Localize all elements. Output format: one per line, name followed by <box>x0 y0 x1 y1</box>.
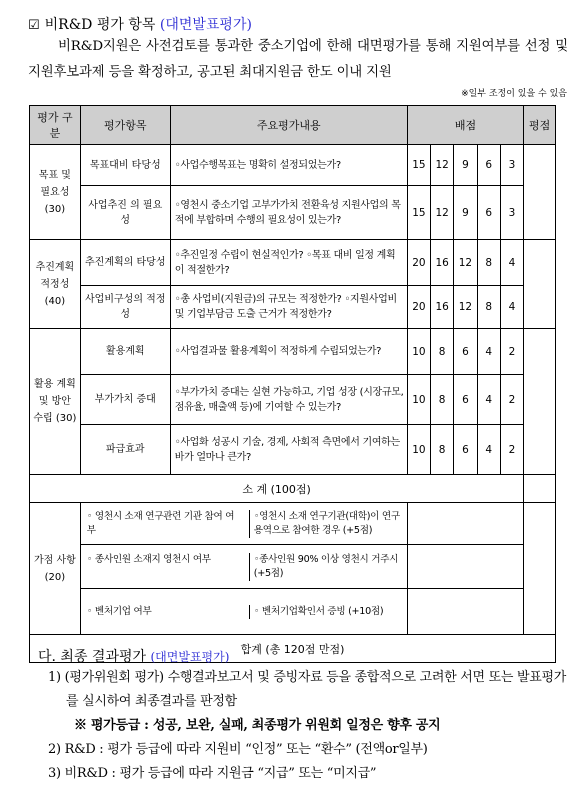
point-cell: 10 <box>407 425 430 475</box>
point-cell: 10 <box>407 375 430 425</box>
table-row <box>30 329 556 375</box>
point-cell: 8 <box>431 425 454 475</box>
point-cell: 10 <box>407 329 430 375</box>
group-category: 목표 및 필요성 (30) <box>30 145 81 240</box>
point-cell: 4 <box>477 329 500 375</box>
bonus-points-cell <box>407 589 523 635</box>
point-cell: 12 <box>431 145 454 186</box>
point-cell: 16 <box>431 286 454 329</box>
bonus-row <box>30 589 556 635</box>
final-evaluation-heading <box>38 646 229 666</box>
bonus-points-cell <box>407 503 523 545</box>
table-row <box>30 375 556 425</box>
evaluation-table <box>29 105 556 663</box>
point-cell: 2 <box>500 329 523 375</box>
row-item: 사업추진 의 필요성 <box>80 186 170 240</box>
point-cell: 3 <box>500 186 523 240</box>
table-header-row <box>30 106 556 145</box>
point-cell: 9 <box>454 145 477 186</box>
final-evaluation-note: (대면발표평가) <box>150 650 230 664</box>
row-item: 파급효과 <box>80 425 170 475</box>
point-cell: 16 <box>431 240 454 286</box>
bonus-condition: ◦영천시 소재 연구기관(대학)이 연구용역으로 참여한 경우 (+5점) <box>249 510 404 538</box>
final-item-3: 3) 비R&D : 평가 등급에 따라 지원금 “지급” 또는 “미지급” <box>48 766 377 781</box>
row-content: ◦사업수행목표는 명확히 설정되었는가? <box>170 145 407 186</box>
bonus-criterion: ◦ 영천시 소재 연구관련 기관 참여 여부 <box>86 510 235 536</box>
bonus-criterion: ◦ 종사인원 소재지 영천시 여부 <box>86 553 211 565</box>
section-title-note: (대면발표평가) <box>159 17 252 33</box>
point-cell: 8 <box>431 329 454 375</box>
header-score: 평점 <box>524 106 556 145</box>
score-cell <box>524 240 556 329</box>
point-cell: 8 <box>477 240 500 286</box>
header-category: 평가 구분 <box>30 106 81 145</box>
final-item-note: ※ 평가등급 : 성공, 보완, 실패, 최종평가 위원회 일정은 향후 공지 <box>74 718 441 733</box>
bonus-row <box>30 503 556 545</box>
adjustment-note: ※일부 조정이 있을 수 있음 <box>461 89 567 99</box>
table-row <box>30 240 556 286</box>
row-item: 추진계획의 타당성 <box>80 240 170 286</box>
row-item: 목표대비 타당성 <box>80 145 170 186</box>
bonus-pair <box>80 503 407 545</box>
final-item-1: 1) (평가위원회 평가) 수행결과보고서 및 증빙자료 등을 종합적으로 고려한 서면 또는 발표평가를 실시하여 최종결과를 판정함 <box>48 670 566 709</box>
group-category: 활용 계획 및 방안 수립 (30) <box>30 329 81 475</box>
section-title: 비R&D 평가 항목 <box>44 17 156 33</box>
bonus-row <box>30 545 556 589</box>
table-row <box>30 186 556 240</box>
header-content: 주요평가내용 <box>170 106 407 145</box>
bonus-pair <box>80 545 407 589</box>
point-cell: 4 <box>477 375 500 425</box>
point-cell: 6 <box>454 375 477 425</box>
checkbox-icon: ☑ <box>28 18 40 33</box>
group-category: 추진계획 적정성 (40) <box>30 240 81 329</box>
row-item: 사업비구성의 적정성 <box>80 286 170 329</box>
subtotal-label: 소 계 (100점) <box>30 475 524 503</box>
row-item: 활용계획 <box>80 329 170 375</box>
point-cell: 4 <box>500 240 523 286</box>
point-cell: 12 <box>454 286 477 329</box>
point-cell: 2 <box>500 375 523 425</box>
point-cell: 6 <box>454 425 477 475</box>
point-cell: 15 <box>407 145 430 186</box>
point-cell: 12 <box>431 186 454 240</box>
bonus-points-cell <box>407 545 523 589</box>
final-item-2: 2) R&D : 평가 등급에 따라 지원비 “인정” 또는 “환수” (전액or일부) <box>48 742 428 757</box>
point-cell: 12 <box>454 240 477 286</box>
point-cell: 6 <box>477 145 500 186</box>
bonus-condition: ◦ 벤처기업확인서 증빙 (+10점) <box>249 605 404 619</box>
row-content: ◦사업화 성공시 기술, 경제, 사회적 측면에서 기여하는 바가 얼마나 큰가? <box>170 425 407 475</box>
point-cell: 9 <box>454 186 477 240</box>
final-evaluation-title: 다. 최종 결과평가 <box>38 649 147 665</box>
point-cell: 2 <box>500 425 523 475</box>
bonus-criterion: ◦ 벤처기업 여부 <box>86 605 152 617</box>
row-content: ◦사업결과물 활용계획이 적정하게 수립되었는가? <box>170 329 407 375</box>
table-row <box>30 286 556 329</box>
score-cell <box>524 503 556 635</box>
subtotal-row <box>30 475 556 503</box>
row-content: ◦영천시 중소기업 고부가가치 전환육성 지원사업의 목적에 부합하며 수행의 필요성이 있는가? <box>170 186 407 240</box>
point-cell: 6 <box>454 329 477 375</box>
row-content: ◦총 사업비(지원금)의 규모는 적정한가? ◦지원사업비 및 기업부담금 도출 근거가 적정한가? <box>170 286 407 329</box>
point-cell: 8 <box>477 286 500 329</box>
bonus-category: 가점 사항 (20) <box>30 503 81 635</box>
table-row <box>30 145 556 186</box>
point-cell: 8 <box>431 375 454 425</box>
intro-paragraph: 비R&D지원은 사전검토를 통과한 중소기업에 한해 대면평가를 통해 지원여부를 선정 및 지원후보과제 등을 확정하고, 공고된 최대지원금 한도 이내 지원 <box>28 39 568 80</box>
point-cell: 6 <box>477 186 500 240</box>
header-points: 배점 <box>407 106 523 145</box>
row-content: ◦추진일정 수립이 현실적인가? ◦목표 대비 일정 계획이 적절한가? <box>170 240 407 286</box>
score-cell <box>524 475 556 503</box>
row-content: ◦부가가치 증대는 실현 가능하고, 기업 성장 (시장규모, 점유율, 매출액 등)에 기여할 수 있는가? <box>170 375 407 425</box>
header-item: 평가항목 <box>80 106 170 145</box>
bonus-pair <box>80 589 407 635</box>
score-cell <box>524 145 556 240</box>
table-row <box>30 425 556 475</box>
point-cell: 15 <box>407 186 430 240</box>
total-label: 합계 (총 120점 만점) <box>30 635 556 663</box>
bonus-condition: ◦종사인원 90% 이상 영천시 거주시 (+5점) <box>249 553 404 581</box>
point-cell: 20 <box>407 240 430 286</box>
row-item: 부가가치 증대 <box>80 375 170 425</box>
point-cell: 4 <box>477 425 500 475</box>
section-heading <box>28 14 252 34</box>
score-cell <box>524 329 556 475</box>
point-cell: 4 <box>500 286 523 329</box>
point-cell: 3 <box>500 145 523 186</box>
point-cell: 20 <box>407 286 430 329</box>
